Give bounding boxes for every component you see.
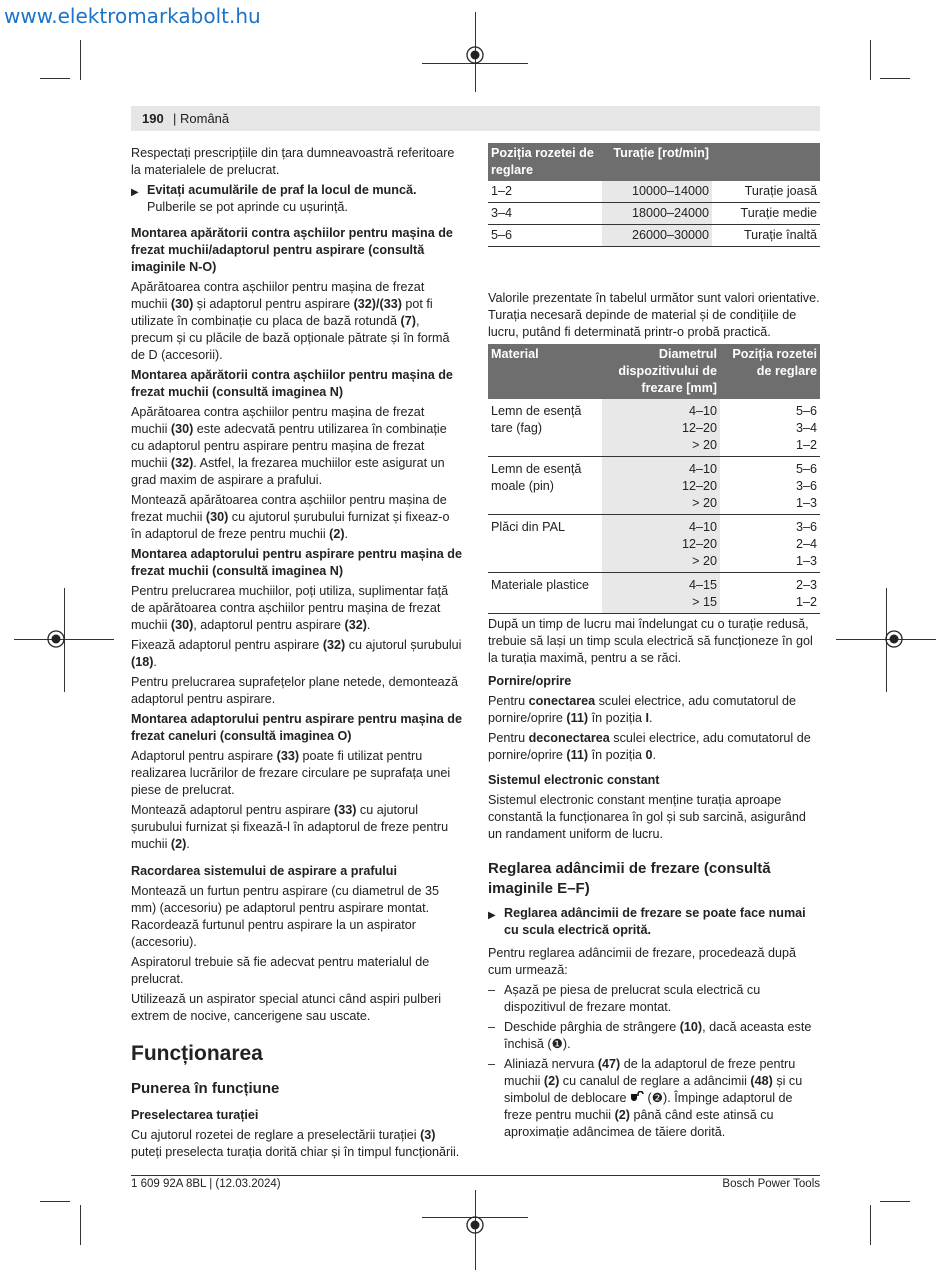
table-row: 3–4 18000–24000 Turație medie: [488, 203, 820, 225]
section-heading: Montarea apărătorii contra așchiilor pentru mașina de frezat muchii/adaptorul pentru aspirare (consultă imaginile N-O): [131, 226, 453, 274]
table-row: 1–2 10000–14000 Turație joasă: [488, 181, 820, 203]
table-header: [712, 143, 820, 181]
warning-bullet: ▶ Reglarea adâncimii de frezare se poate face numai cu scula electrică oprită.: [488, 906, 806, 937]
paragraph: Valorile prezentate în tabelul următor sunt valori orientative. Turația necesară depinde de material și de condițiile de lucru, putând fi determinată printr-o probă practică.: [488, 291, 820, 339]
section-heading: Sistemul electronic constant: [488, 773, 660, 787]
unlock-symbol-icon: [630, 1091, 644, 1103]
table-header: Poziția rozetei de reglare: [720, 344, 820, 399]
chapter-title: Funcționarea: [131, 1042, 263, 1065]
section-heading: Pornire/oprire: [488, 674, 572, 688]
paragraph: Aspiratorul trebuie să fie adecvat pentru materialul de prelucrat.: [131, 955, 430, 986]
section-heading: Racordarea sistemului de aspirare a prafului: [131, 864, 397, 878]
paragraph: Pentru prelucrarea suprafețelor plane netede, demontează adaptorul pentru aspirare.: [131, 675, 458, 706]
paragraph: Pentru prelucrarea muchiilor, poți utiliza, suplimentar față de apărătoarea contra așchiilor pentru mașina de frezat muchii (30), adaptorul pentru aspirare (32).: [131, 584, 449, 632]
table-row: Materiale plastice 4–15 > 15 2–3 1–2: [488, 573, 820, 614]
page-number: 190: [142, 111, 164, 126]
right-column: [488, 143, 820, 1144]
paragraph: Montează adaptorul pentru aspirare (33) cu ajutorul șurubului furnizat și fixează-l în adaptorul de freze pentru muchii (2).: [131, 803, 449, 851]
section-heading: Montarea apărătorii contra așchiilor pentru mașina de frezat muchii (consultă imaginea N): [131, 368, 453, 399]
intro-paragraph: Respectați prescripțiile din țara dumneavoastră referitoare la materialele de prelucrat.: [131, 146, 455, 177]
bullet-triangle-icon: ▶: [131, 187, 139, 198]
section-heading: Montarea adaptorului pentru aspirare pentru mașina de frezat caneluri (consultă imaginea O): [131, 712, 463, 743]
registration-mark-icon: [884, 629, 904, 649]
paragraph: Utilizează un aspirator special atunci când aspiri pulberi extrem de nocive, cancerigene sau uscate.: [131, 992, 442, 1023]
material-table: [488, 344, 820, 614]
registration-mark-icon: [465, 45, 485, 65]
table-row: Lemn de esență tare (fag) 4–10 12–20 > 20 5–6 3–4 1–2: [488, 399, 820, 457]
bullet-triangle-icon: ▶: [488, 910, 496, 921]
footer-brand: Bosch Power Tools: [722, 1178, 820, 1190]
paragraph: Sistemul electronic constant menține turația aproape constantă la funcționarea în gol și sub sarcină, asigurând un randament uniform de lucru.: [488, 793, 806, 841]
subchapter-title: Punerea în funcțiune: [131, 1080, 280, 1097]
paragraph: Pentru conectarea sculei electrice, adu comutatorul de pornire/oprire (11) în poziția I.: [488, 694, 797, 725]
paragraph: Apărătoarea contra așchiilor pentru mașina de frezat muchii (30) este adecvată pentru utilizarea în combinație cu adaptorul pentru aspirare pentru mașina de frezat muchii (32). Astfel, la frezarea muchiilor este asigurat un grad maxim de aspirare a prafului.: [131, 405, 447, 487]
paragraph: Fixează adaptorul pentru aspirare (32) cu ajutorul șurubului (18).: [131, 638, 462, 669]
table-header: Material: [488, 344, 602, 399]
left-column: [131, 145, 463, 1164]
paragraph: După un timp de lucru mai îndelungat cu o turație redusă, trebuie să lași un timp scula electrică să funcționeze în gol la turația maximă, pentru a se răci.: [488, 617, 813, 665]
paragraph: Apărătoarea contra așchiilor pentru mașina de frezat muchii (30) și adaptorul pentru aspirare (32)/(33) pot fi utilizate în combinație cu placa de bază rotundă (7), precum și cu plăcile de bază opționale pătrate și în formă de D (accesorii).: [131, 280, 450, 362]
page-header-bar: [131, 106, 820, 131]
list-item: – Așază pe piesa de prelucrat scula electrică cu dispozitivul de frezare montat.: [488, 983, 761, 1014]
speed-table: [488, 143, 820, 247]
registration-mark-icon: [46, 629, 66, 649]
table-header: Turație [rot/min]: [602, 143, 712, 181]
paragraph: Pentru reglarea adâncimii de frezare, procedează după cum urmează:: [488, 946, 797, 977]
list-item: – Aliniază nervura (47) de la adaptorul de freze pentru muchii (2) cu canalul de reglare a adâncimii (48) și cu simbolul de deblocare (❷). Împinge adaptorul de freze pentru muchii (2) până când este atinsă cu aproximație adâncimea de tăiere dorită.: [488, 1057, 803, 1139]
section-heading: Montarea adaptorului pentru aspirare pentru mașina de frezat muchii (consultă imaginea N): [131, 547, 463, 578]
table-row: 5–6 26000–30000 Turație înaltă: [488, 225, 820, 247]
watermark-url[interactable]: www.elektromarkabolt.hu: [4, 4, 261, 28]
list-item: – Deschide pârghia de strângere (10), dacă aceasta este închisă (❶).: [488, 1020, 812, 1051]
table-row: Lemn de esență moale (pin) 4–10 12–20 > 20 5–6 3–6 1–3: [488, 457, 820, 515]
paragraph: Cu ajutorul rozetei de reglare a preselectării turației (3) puteți preselecta turația dorită chiar și în timpul funcționării.: [131, 1128, 460, 1159]
footer-doc-id: 1 609 92A 8BL | (12.03.2024): [131, 1178, 281, 1190]
table-header: Poziția rozetei de reglare: [488, 143, 602, 181]
registration-mark-icon: [465, 1215, 485, 1235]
subchapter-title: Reglarea adâncimii de frezare (consultă imaginile E–F): [488, 860, 771, 897]
paragraph: Montează apărătoarea contra așchiilor pentru mașina de frezat muchii (30) cu ajutorul șurubului furnizat și fixeaz-o în adaptorul de freze pentru muchii (2).: [131, 493, 450, 541]
paragraph: Montează un furtun pentru aspirare (cu diametrul de 35 mm) (accesoriu) pe adaptorul pentru aspirare montat. Racordează furtunul pentru aspirare la un aspirator (accesoriu).: [131, 884, 440, 949]
table-row: Plăci din PAL 4–10 12–20 > 20 3–6 2–4 1–3: [488, 515, 820, 573]
paragraph: Adaptorul pentru aspirare (33) poate fi utilizat pentru realizarea lucrărilor de frezare circulare pe suprafața unei piese de prelucrat.: [131, 749, 451, 797]
footer-rule: [131, 1175, 820, 1176]
page-language: | Română: [173, 111, 230, 126]
dust-warning: ▶ Evitați acumulările de praf la locul de muncă. Pulberile se pot aprinde cu ușurință.: [131, 183, 417, 214]
section-heading: Preselectarea turației: [131, 1108, 259, 1122]
paragraph: Pentru deconectarea sculei electrice, adu comutatorul de pornire/oprire (11) în poziția 0.: [488, 731, 811, 762]
table-header: Diametrul dispozitivului de frezare [mm]: [602, 344, 720, 399]
